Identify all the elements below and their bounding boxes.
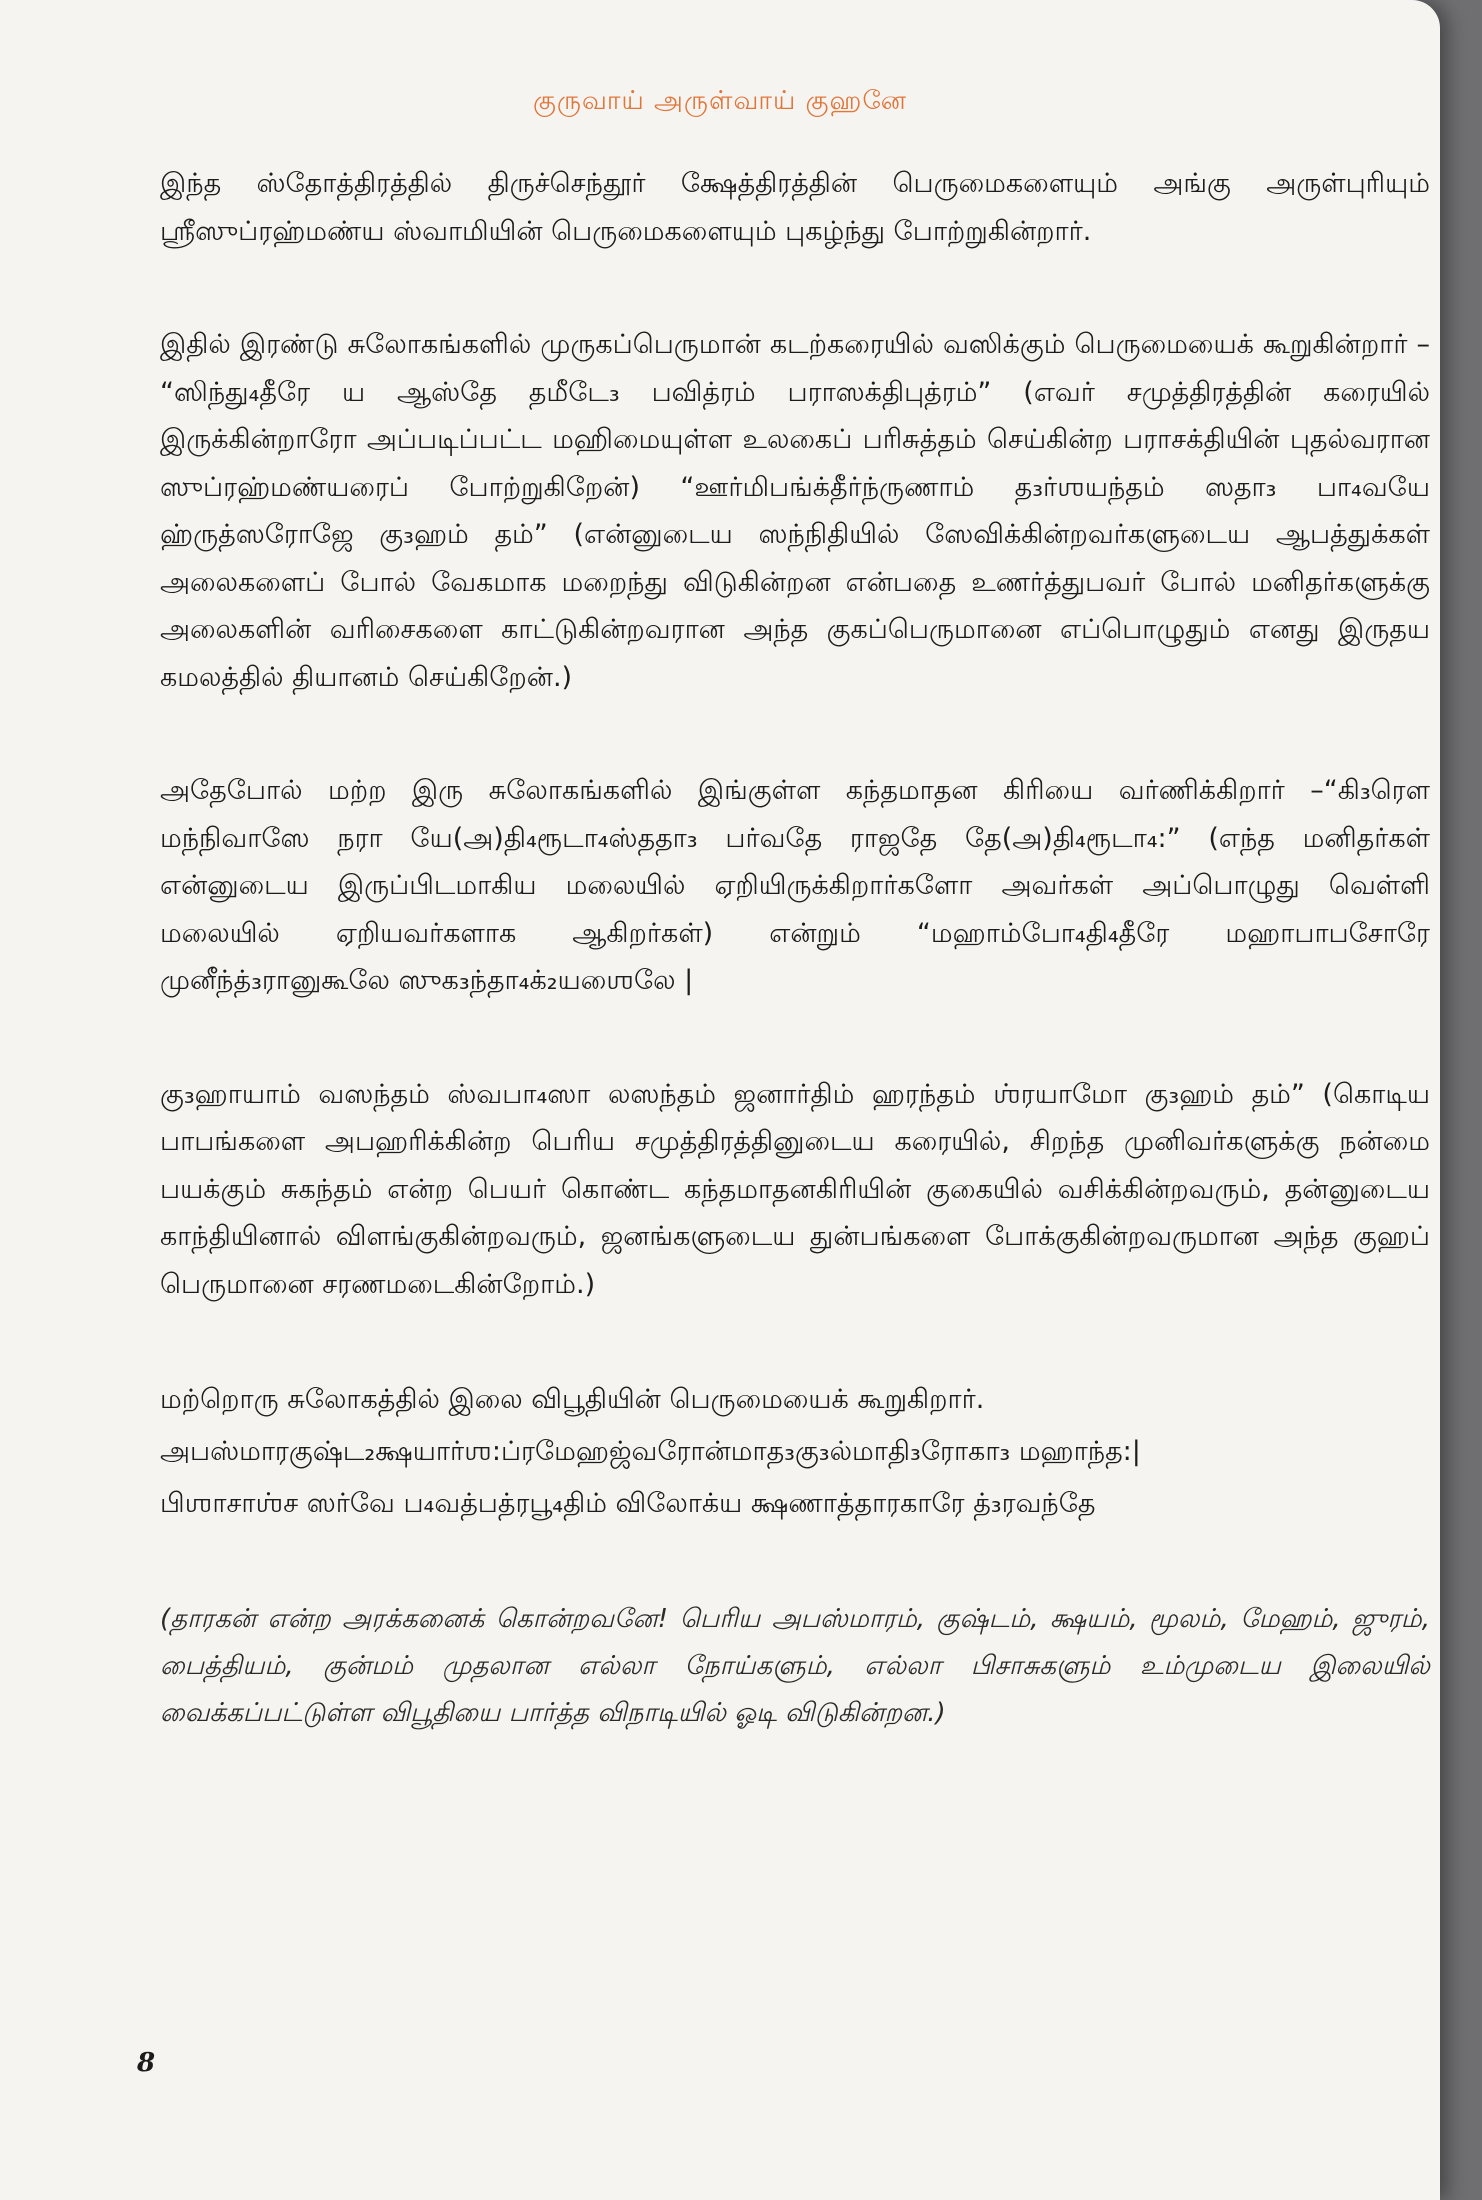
- page-body: [160, 160, 1430, 1803]
- running-header: குருவாய் அருள்வாய் குஹனே: [532, 86, 908, 116]
- paragraph-sea-shore: இதில் இரண்டு சுலோகங்களில் முருகப்பெருமான் கடற்கரையில் வஸிக்கும் பெருமையைக் கூறுகின்றார் – “ஸிந்து₄தீரே ய ஆஸ்தே தமீடே₃ பவித்ரம் பராஸக்திபுத்ரம்” (எவர் சமுத்திரத்தின் கரையில் இருக்கின்றாரோ அப்படிப்பட்ட மஹிமையுள்ள உலகைப் பரிசுத்தம் செய்கின்ற பராசக்தியின் புதல்வரான ஸுப்ரஹ்மண்யரைப் போற்றுகிறேன்) “ஊர்மிபங்க்தீர்ந்ருணாம் த₃ர்ஶயந்தம் ஸதா₃ பா₄வயே ஹ்ருத்ஸரோஜே கு₃ஹம் தம்” (என்னுடைய ஸந்நிதியில் ஸேவிக்கின்றவர்களுடைய ஆபத்துக்கள் அலைகளைப் போல் வேகமாக மறைந்து விடுகின்றன என்பதை உணர்த்துபவர் போல் மனிதர்களுக்கு அலைகளின் வரிசைகளை காட்டுகின்றவரான அந்த குகப்பெருமானை எப்பொழுதும் எனது இருதய கமலத்தில் தியானம் செய்கிறேன்.): [160, 329, 1430, 693]
- sloka-intro: மற்றொரு சுலோகத்தில் இலை விபூதியின் பெருமையைக் கூறுகிறார்.: [160, 1384, 985, 1415]
- page-number: 8: [137, 2048, 156, 2078]
- sloka-line-2: பிஶாசாஶ்ச ஸர்வே ப₄வத்பத்ரபூ₄திம் விலோக்ய க்ஷணாத்தாரகாரே த்₃ரவந்தே: [160, 1488, 1096, 1519]
- sloka-line-1: அபஸ்மாரகுஷ்ட₂க்ஷயார்ஶ:ப்ரமேஹஜ்வரோன்மாத₃கு₃ல்மாதி₃ரோகா₃ மஹாந்த:|: [160, 1436, 1141, 1467]
- paragraph-guha-cave: கு₃ஹாயாம் வஸந்தம் ஸ்வபா₄ஸா லஸந்தம் ஜனார்திம் ஹரந்தம் ஶ்ரயாமோ கு₃ஹம் தம்” (கொடிய பாபங்களை அபஹரிக்கின்ற பெரிய சமுத்திரத்தினுடைய கரையில், சிறந்த முனிவர்களுக்கு நன்மை பயக்கும் சுகந்தம் என்ற பெயர் கொண்ட கந்தமாதனகிரியின் குகையில் வசிக்கின்றவரும், தன்னுடைய காந்தியினால் விளங்குகின்றவரும், ஜனங்களுடைய துன்பங்களை போக்குகின்றவருமான அந்த குஹப் பெருமானை சரணமடைகின்றோம்.): [160, 1078, 1430, 1300]
- sloka-block: [160, 1374, 1430, 1530]
- translation-paragraph: (தாரகன் என்ற அரக்கனைக் கொன்றவனே! பெரிய அபஸ்மாரம், குஷ்டம், க்ஷயம், மூலம், மேஹம், ஜுரம், பைத்தியம், குன்மம் முதலான எல்லா நோய்களும், எல்லா பிசாசுகளும் உம்முடைய இலையில் வைக்கப்பட்டுள்ள விபூதியை பார்த்த விநாடியில் ஓடி விடுகின்றன.): [160, 1604, 1430, 1728]
- paragraph-intro: இந்த ஸ்தோத்திரத்தில் திருச்செந்தூர் க்ஷேத்திரத்தின் பெருமைகளையும் அங்கு அருள்புரியும் ஸ்ரீஸுப்ரஹ்மண்ய ஸ்வாமியின் பெருமைகளையும் புகழ்ந்து போற்றுகின்றார்.: [160, 168, 1430, 247]
- paragraph-gandhamadana: அதேபோல் மற்ற இரு சுலோகங்களில் இங்குள்ள கந்தமாதன கிரியை வர்ணிக்கிறார் –“கி₃ரௌ மந்நிவாஸே நரா யே(அ)தி₄ரூடா₄ஸ்ததா₃ பர்வதே ராஜதே தே(அ)தி₄ரூடா₄:” (எந்த மனிதர்கள் என்னுடைய இருப்பிடமாகிய மலையில் ஏறியிருக்கிறார்களோ அவர்கள் அப்பொழுது வெள்ளி மலையில் ஏறியவர்களாக ஆகிறர்கள்) என்றும் “மஹாம்போ₄தி₄தீரே மஹாபாபசோரே முனீந்த்₃ரானுகூலே ஸுக₃ந்தா₄க்₂யஶைலே |: [160, 775, 1430, 996]
